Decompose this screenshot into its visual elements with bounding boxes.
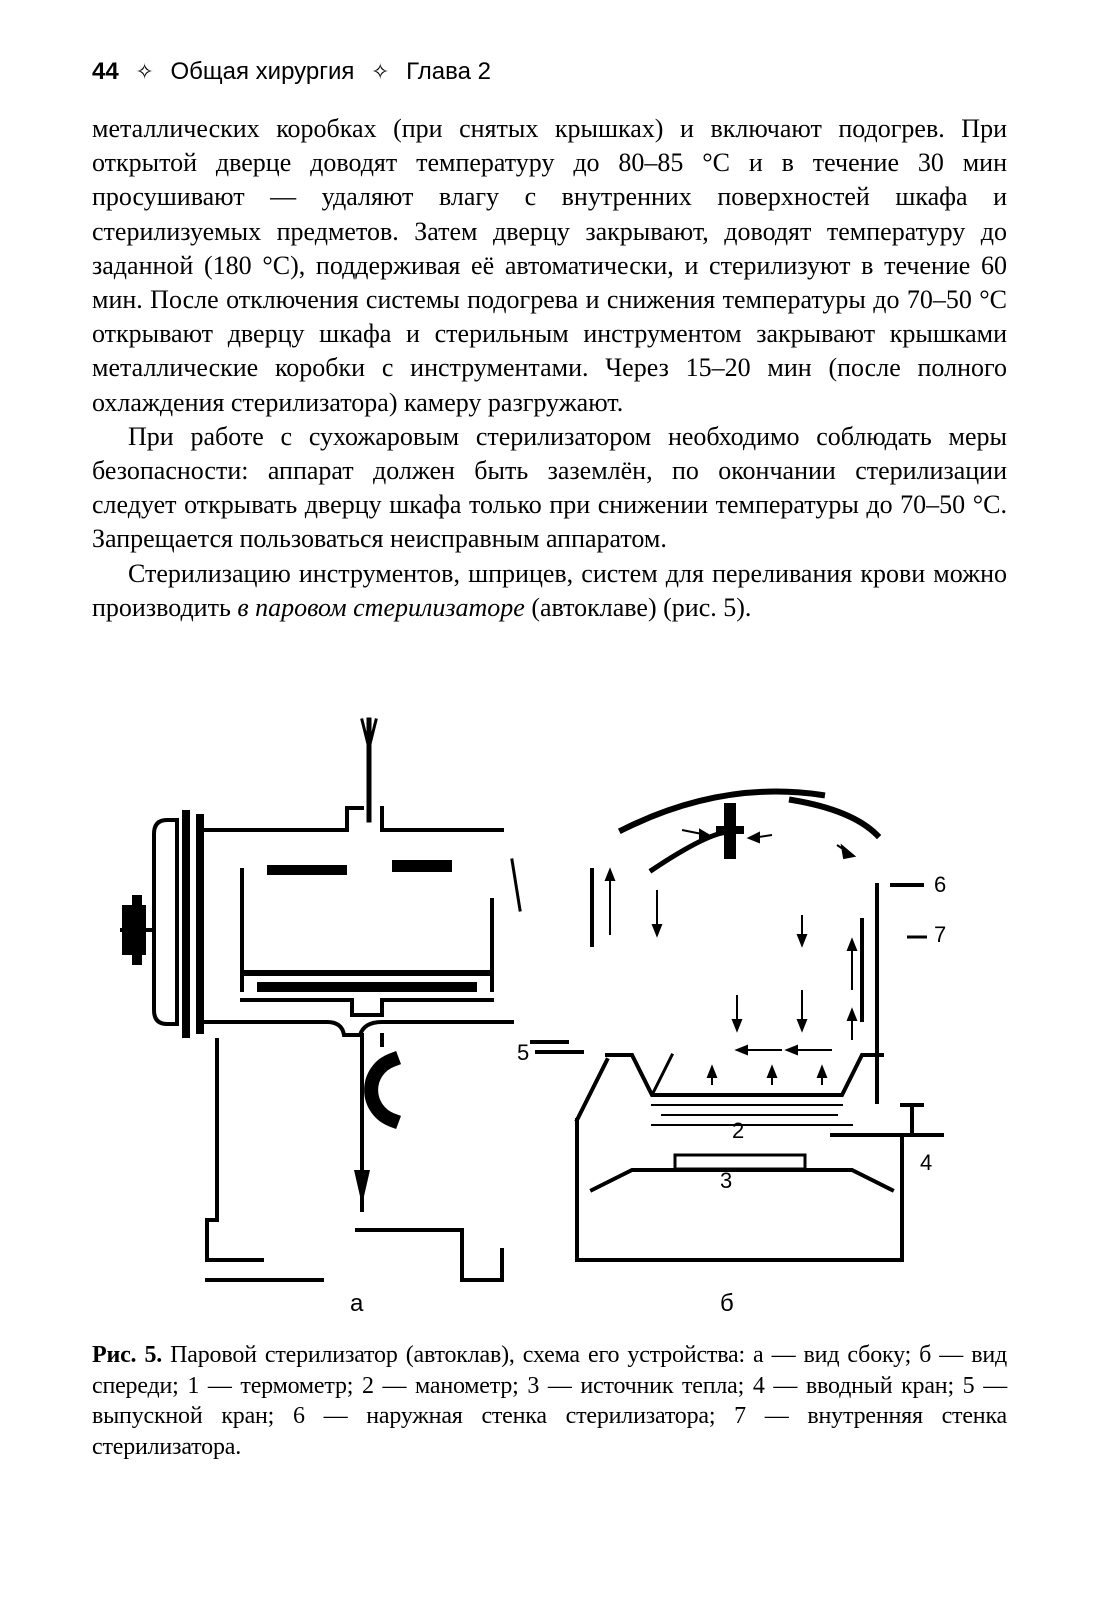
paragraph-3-text: Стерилизацию инструментов, шприцев, систем для переливания крови можно производить: [92, 558, 1007, 622]
running-header: [92, 58, 491, 86]
diamond-separator-icon: ✧: [135, 59, 154, 84]
diamond-separator-icon: ✧: [371, 59, 390, 84]
autoclave-figure: [92, 700, 1022, 1330]
callout-2: 2: [732, 1118, 745, 1143]
chapter-label: Глава 2: [406, 58, 491, 85]
figure-label-a: а: [350, 1290, 364, 1317]
paragraph-1: металлических коробках (при снятых крышках) и включают подогрев. При открытой дверце доводят температуру до 80–85 °С и в течение 30 мин просушивают — удаляют влагу с внутренних поверхностей шкафа и стерилизуемых предметов. Затем дверцу закрывают, доводят температуру до заданной (180 °С), поддерживая её автоматически, и стерилизуют в течение 60 мин. После отключения системы подогрева и снижения температуры до 70–50 °С открывают дверцу шкафа и стерильным инструментом закрывают крышками металлические коробки с инструментами. Через 15–20 мин (после полного охлаждения стерилизатора) камеру разгружают.: [92, 114, 1007, 417]
italic-term: в паровом стерилизаторе: [237, 592, 525, 622]
callout-4: 4: [920, 1150, 933, 1175]
figure-label-b: б: [720, 1290, 734, 1317]
callout-3: 3: [720, 1168, 733, 1193]
callout-6: 6: [934, 872, 947, 897]
body-text: [92, 112, 1007, 625]
book-title: Общая хирургия: [170, 58, 355, 85]
figure-caption: [92, 1340, 1007, 1462]
paragraph-3: [92, 557, 1007, 625]
paragraph-3-tail: (автоклаве) (рис. 5).: [524, 592, 752, 622]
page-number: 44: [92, 58, 119, 85]
caption-text: Паровой стерилизатор (автоклав), схема его устройства: а — вид сбоку; б — вид спереди; 1 — термометр; 2 — манометр; 3 — источник тепла; 4 — вводный кран; 5 — выпускной кран; 6 — наружная стенка стерилизатора; 7 — внутренняя стенка стерилизатора.: [92, 1342, 1007, 1460]
autoclave-diagram: [92, 700, 1022, 1330]
callout-7: 7: [934, 922, 947, 947]
caption-lead: Рис. 5.: [92, 1342, 163, 1368]
paragraph-2: При работе с сухожаровым стерилизатором необходимо соблюдать меры безопасности: аппарат должен быть заземлён, по окончании стерилизации следует открывать дверцу шкафа только при снижении температуры до 70–50 °С. Запрещается пользоваться неисправным аппаратом.: [92, 421, 1007, 554]
callout-5: 5: [517, 1040, 530, 1065]
